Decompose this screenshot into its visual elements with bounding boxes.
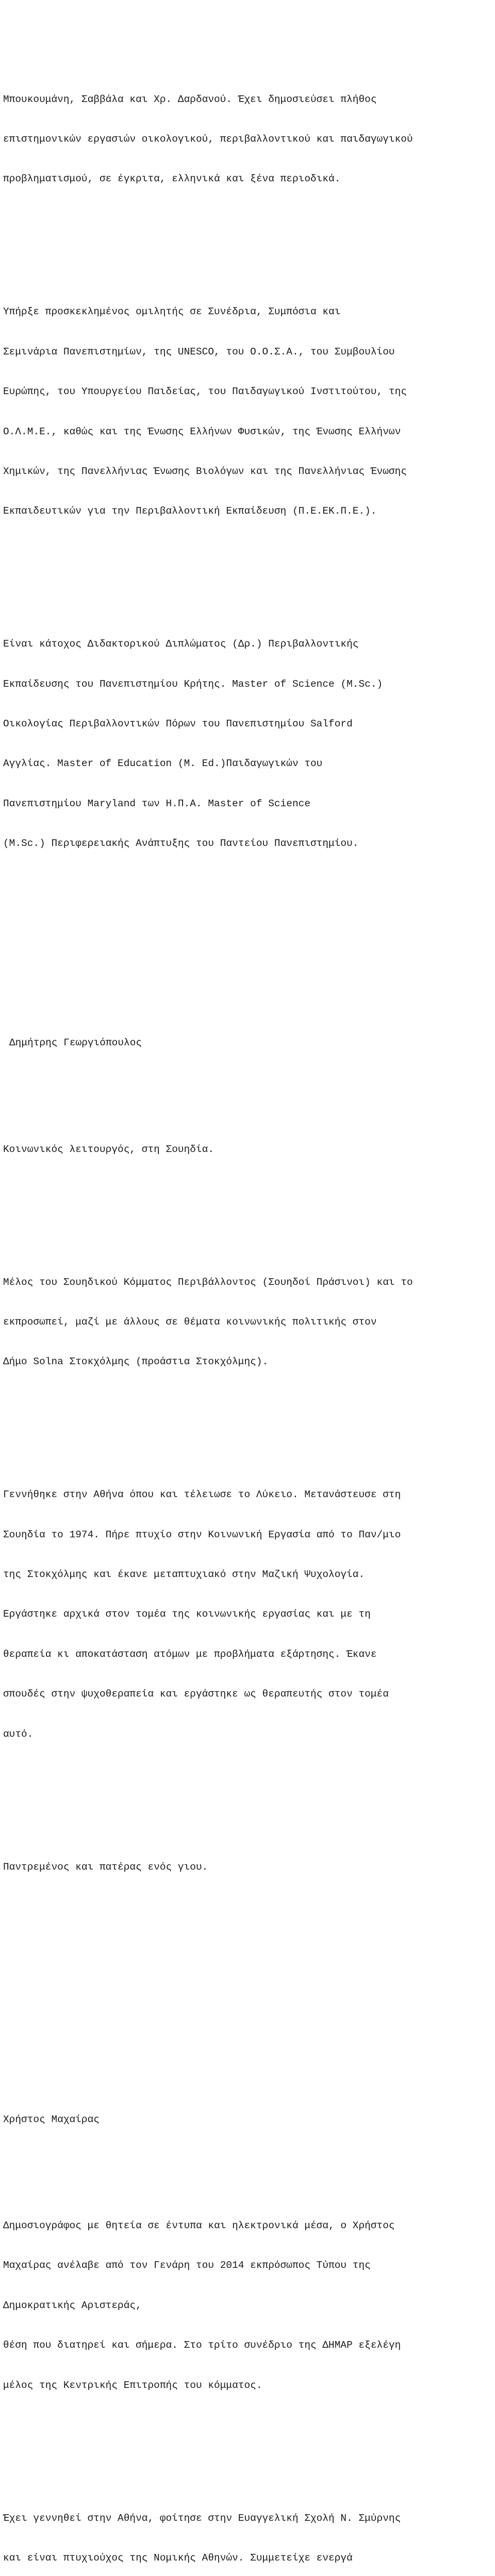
- text-line: μέλος της Κεντρικής Επιτροπής του κόμματος.: [3, 2379, 262, 2391]
- person-name: Δημήτρης Γεωργιόπουλος: [9, 1037, 142, 1049]
- text-line: Έχει γεννηθεί στην Αθήνα, φοίτησε στην Ευαγγελική Σχολή Ν. Σμύρνης: [3, 2512, 401, 2524]
- text-line: αυτό.: [3, 1728, 34, 1740]
- text-line: εκπροσωπεί, μαζί με άλλους σε θέματα κοινωνικής πολιτικής στον: [3, 1316, 377, 1328]
- text-line: (M.Sc.) Περιφερειακής Ανάπτυξης του Παντείου Πανεπιστημίου.: [3, 838, 359, 850]
- text-line: Κοινωνικός λειτουργός, στη Σουηδία.: [3, 1143, 214, 1155]
- text-line: Πανεπιστημίου Maryland των Η.Π.Α. Master of Science: [3, 798, 310, 809]
- paragraph: [3, 1116, 493, 1183]
- text-line: Είναι κάτοχος Διδακτορικού Διπλώματος (Δρ.) Περιβαλλοντικής: [3, 638, 359, 650]
- paragraph: [3, 279, 493, 545]
- bio-section-machairas: [3, 2087, 493, 2576]
- text-line: επιστημονικών εργασιών οικολογικού, περιβαλλοντικού και παιδαγωγικού: [3, 133, 413, 145]
- text-line: Οικολογίας Περιβαλλοντικών Πόρων του Πανεπιστημίου Salford: [3, 718, 353, 730]
- text-line: και είναι πτυχιούχος της Νομικής Αθηνών. Συμμετείχε ενεργά: [3, 2552, 353, 2564]
- paragraph: [3, 1834, 493, 1901]
- text-line: προβληματισμού, σε έγκριτα, ελληνικά και ξένα περιοδικά.: [3, 173, 341, 185]
- text-line: Χημικών, της Πανελλήνιας Ένωσης Βιολόγων και της Πανελλήνιας Ένωσης: [3, 465, 407, 477]
- paragraph: [3, 1249, 493, 1396]
- text-line: της Στοκχόλμης και έκανε μεταπτυχιακό στην Μαζική Ψυχολογία.: [3, 1569, 365, 1581]
- paragraph: [3, 2193, 493, 2419]
- paragraph: [3, 612, 493, 877]
- text-line: Παντρεμένος και πατέρας ενός γιου.: [3, 1861, 208, 1873]
- text-line: θέση που διατηρεί και σήμερα. Στο τρίτο συνέδριο της ΔΗΜΑΡ εξελέγη: [3, 2340, 401, 2351]
- text-line: Δημοσιογράφος με θητεία σε έντυπα και ηλεκτρονικά μέσα, ο Χρήστος: [3, 2220, 395, 2232]
- bio-section-continued: [3, 40, 493, 904]
- person-name: Χρήστος Μαχαίρας: [3, 2113, 100, 2125]
- bio-section-georgiopoulos: [3, 1010, 493, 1927]
- text-line: Δημοκρατικής Αριστεράς,: [3, 2299, 142, 2311]
- text-line: σπουδές στην ψυχοθεραπεία και εργάστηκε ως θεραπευτής στον τομέα: [3, 1688, 389, 1700]
- text-line: Υπήρξε προσκεκλημένος ομιλητής σε Συνέδρια, Συμπόσια και: [3, 306, 341, 318]
- text-line: Αγγλίας. Master of Education (M. Ed.)Παιδαγωγικών του: [3, 758, 323, 770]
- document-page: [3, 0, 493, 2576]
- text-line: Εργάστηκε αρχικά στον τομέα της κοινωνικής εργασίας και με τη: [3, 1608, 371, 1620]
- text-line: Ευρώπης, του Υπουργείου Παιδείας, του Παιδαγωγικού Ινστιτούτου, της: [3, 386, 407, 398]
- text-line: Σεμινάρια Πανεπιστημίων, της UNESCO, του Ο.Ο.Σ.Α., του Συμβουλίου: [3, 346, 395, 358]
- paragraph: [3, 66, 493, 213]
- text-line: Εκπαιδευτικών για την Περιβαλλοντική Εκπαίδευση (Π.Ε.ΕΚ.Π.Ε.).: [3, 505, 377, 517]
- text-line: Σουηδία το 1974. Πήρε πτυχίο στην Κοινωνική Εργασία από το Παν/μιο: [3, 1529, 401, 1540]
- text-line: Μαχαίρας ανέλαβε από τον Γενάρη του 2014 εκπρόσωπος Τύπου της: [3, 2260, 371, 2272]
- text-line: Γεννήθηκε στην Αθήνα όπου και τέλειωσε το Λύκειο. Μετανάστευσε στη: [3, 1489, 401, 1501]
- text-line: Μπουκουμάνη, Σαββάλα και Χρ. Δαρδανού. Έχει δημοσιεύσει πλήθος: [3, 93, 377, 105]
- paragraph: [3, 1462, 493, 1768]
- paragraph: [3, 2485, 493, 2576]
- text-line: Δήμο Solna Στοκχόλμης (προάστια Στοκχόλμης).: [3, 1356, 269, 1368]
- text-line: Εκπαίδευσης του Πανεπιστημίου Κρήτης. Master of Science (M.Sc.): [3, 678, 383, 690]
- text-line: Ο.Λ.Μ.Ε., καθώς και της Ένωσης Ελλήνων Φυσικών, της Ένωσης Ελλήνων: [3, 426, 401, 437]
- text-line: Μέλος του Σουηδικού Κόμματος Περιβάλλοντος (Σουηδοί Πράσινοι) και το: [3, 1276, 413, 1288]
- text-line: θεραπεία κι αποκατάσταση ατόμων με προβλήματα εξάρτησης. Έκανε: [3, 1648, 377, 1660]
